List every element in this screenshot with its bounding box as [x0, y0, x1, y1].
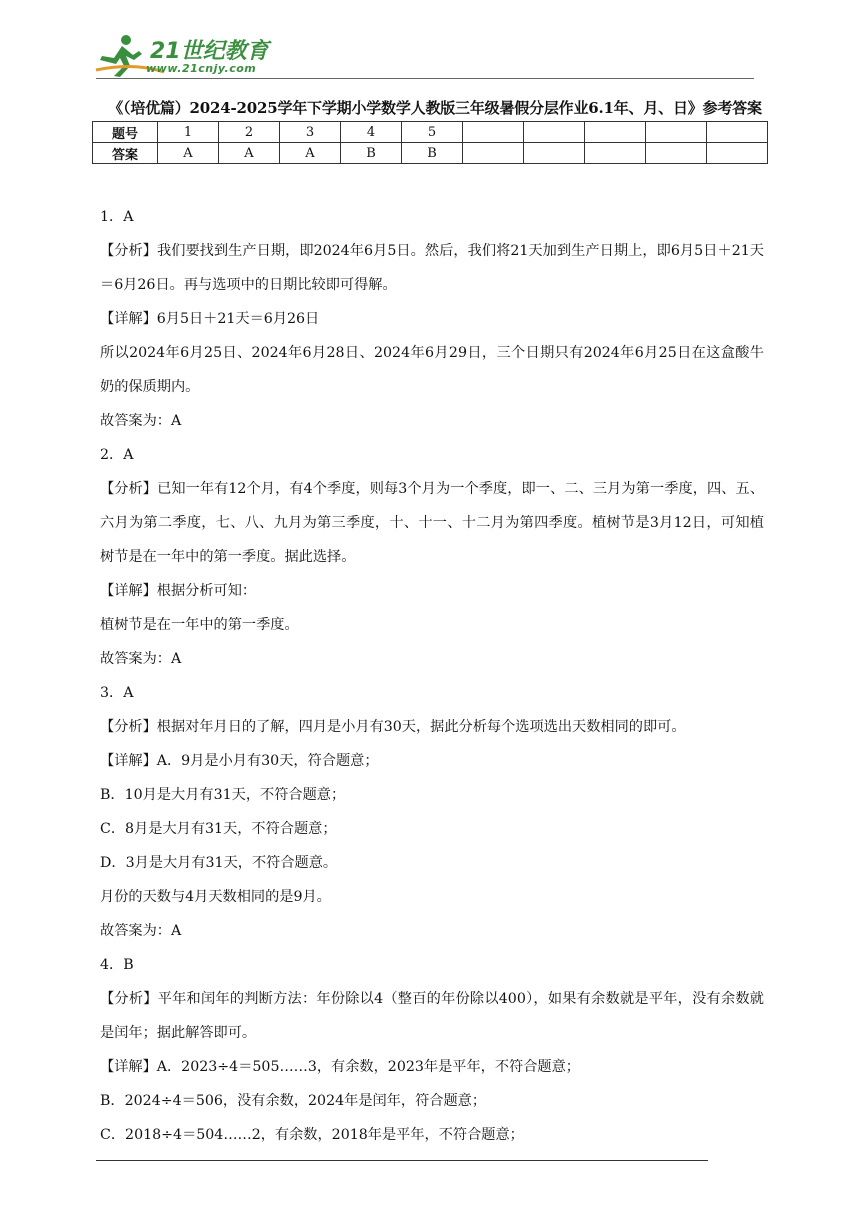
text-paragraph: 植树节是在一年中的第一季度。 — [100, 617, 299, 633]
text-paragraph: D．3月是大月有31天，不符合题意。 — [100, 855, 338, 871]
detail-paragraph: 【详解】A．9月是小月有30天，符合题意； — [100, 753, 379, 769]
table-cell — [463, 122, 524, 143]
analysis-paragraph: 【分析】平年和闰年的判断方法：年份除以4（整百的年份除以400），如果有余数就是平年，没有余数就是闰年；据此解答即可。 — [100, 991, 764, 1041]
table-cell: 5 — [402, 122, 463, 143]
text-paragraph: C．8月是大月有31天，不符合题意； — [100, 821, 337, 837]
footer-divider — [96, 1160, 708, 1161]
answer-explanations — [100, 200, 764, 1152]
table-cell: 4 — [341, 122, 402, 143]
table-cell — [646, 143, 707, 164]
text-paragraph: 所以2024年6月25日、2024年6月28日、2024年6月29日，三个日期只有2024年6月25日在这盒酸牛奶的保质期内。 — [100, 345, 764, 395]
table-cell: A — [219, 143, 280, 164]
page-header — [0, 0, 860, 90]
question-number: 2．A — [100, 447, 134, 463]
row-label-answer: 答案 — [93, 143, 158, 164]
detail-paragraph: 【详解】A．2023÷4＝505……3，有余数，2023年是平年，不符合题意； — [100, 1059, 580, 1075]
header-divider — [96, 78, 754, 79]
final-answer: 故答案为：A — [100, 413, 182, 429]
question-number: 3．A — [100, 685, 134, 701]
table-row — [93, 122, 768, 143]
final-answer: 故答案为：A — [100, 651, 182, 667]
final-answer: 故答案为：A — [100, 923, 182, 939]
question-number: 4．B — [100, 957, 134, 973]
table-cell: 2 — [219, 122, 280, 143]
row-label-number: 题号 — [93, 122, 158, 143]
analysis-paragraph: 【分析】我们要找到生产日期，即2024年6月5日。然后，我们将21天加到生产日期上，即6月5日＋21天＝6月26日。再与选项中的日期比较即可得解。 — [100, 243, 764, 293]
analysis-paragraph: 【分析】已知一年有12个月，有4个季度，则每3个月为一个季度，即一、二、三月为第一季度，四、五、六月为第二季度，七、八、九月为第三季度，十、十一、十二月为第四季度。植树节是3月12日，可知植树节是在一年中的第一季度。据此选择。 — [100, 481, 765, 565]
table-cell — [707, 143, 768, 164]
table-cell — [463, 143, 524, 164]
analysis-paragraph: 【分析】根据对年月日的了解，四月是小月有30天，据此分析每个选项选出天数相同的即可。 — [100, 719, 686, 735]
table-cell: A — [158, 143, 219, 164]
text-paragraph: 月份的天数与4月天数相同的是9月。 — [100, 889, 331, 905]
document-title: 《（培优篇）2024-2025学年下学期小学数学人教版三年级暑假分层作业6.1年、月、日》参考答案 — [108, 99, 762, 117]
table-cell — [585, 122, 646, 143]
table-cell — [524, 122, 585, 143]
table-cell: 1 — [158, 122, 219, 143]
text-paragraph: C．2018÷4＝504……2，有余数，2018年是平年，不符合题意； — [100, 1127, 524, 1143]
text-paragraph: B．2024÷4＝506，没有余数，2024年是闰年，符合题意； — [100, 1093, 487, 1109]
table-row — [93, 143, 768, 164]
table-cell — [585, 143, 646, 164]
table-cell: A — [280, 143, 341, 164]
logo-text: 21世纪教育 — [150, 39, 269, 64]
table-cell — [524, 143, 585, 164]
table-cell: B — [402, 143, 463, 164]
detail-paragraph: 【详解】6月5日＋21天＝6月26日 — [100, 311, 320, 327]
text-paragraph: B．10月是大月有31天，不符合题意； — [100, 787, 346, 803]
logo-url: www.21cnjy.com — [146, 62, 257, 75]
table-cell — [646, 122, 707, 143]
question-number: 1．A — [100, 209, 134, 225]
table-cell: B — [341, 143, 402, 164]
table-cell — [707, 122, 768, 143]
table-cell: 3 — [280, 122, 341, 143]
detail-paragraph: 【详解】根据分析可知： — [100, 583, 257, 599]
answer-table — [92, 121, 768, 164]
